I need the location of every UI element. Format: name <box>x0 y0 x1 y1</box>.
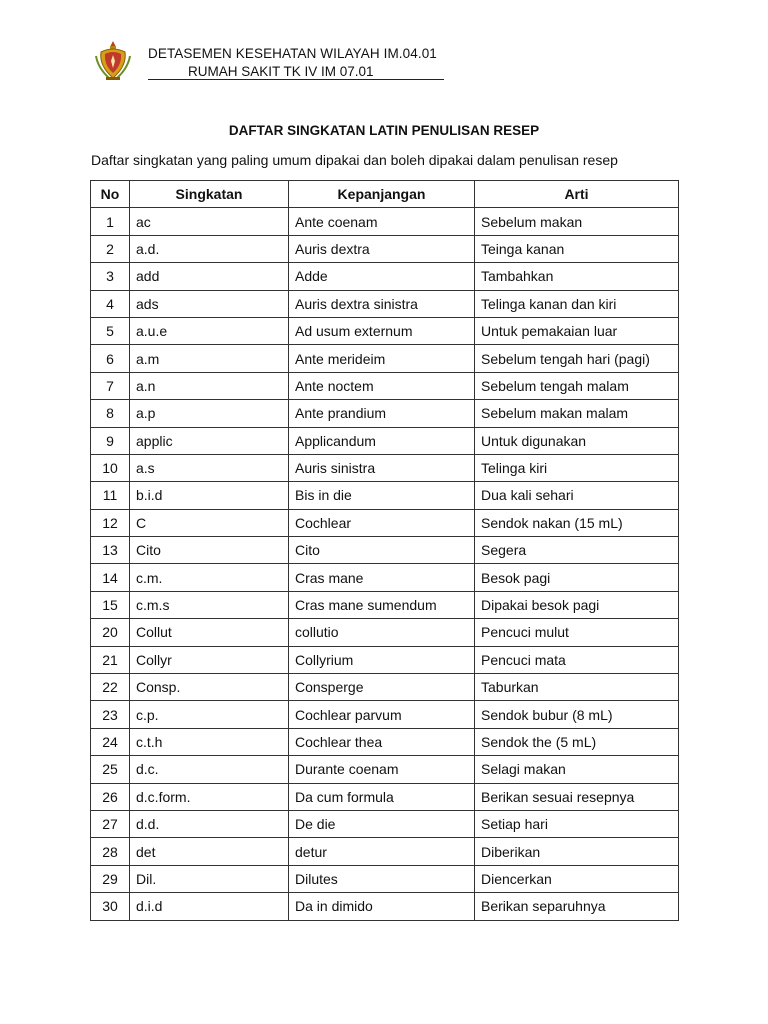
cell-arti: Taburkan <box>475 674 679 701</box>
cell-no: 26 <box>91 783 130 810</box>
table-row <box>91 674 679 701</box>
cell-singkatan: ac <box>130 208 289 235</box>
table-row <box>91 646 679 673</box>
table-row <box>91 263 679 290</box>
cell-kepanjangan: De die <box>289 810 475 837</box>
table-row <box>91 838 679 865</box>
table-row <box>91 290 679 317</box>
cell-no: 10 <box>91 454 130 481</box>
cell-singkatan: b.i.d <box>130 482 289 509</box>
table-row <box>91 235 679 262</box>
cell-arti: Sendok bubur (8 mL) <box>475 701 679 728</box>
cell-no: 12 <box>91 509 130 536</box>
table-row <box>91 317 679 344</box>
table-row <box>91 893 679 920</box>
cell-kepanjangan: Cras mane <box>289 564 475 591</box>
table-header-row <box>91 181 679 208</box>
cell-singkatan: a.n <box>130 372 289 399</box>
cell-arti: Sebelum tengah hari (pagi) <box>475 345 679 372</box>
table-row <box>91 427 679 454</box>
cell-arti: Diberikan <box>475 838 679 865</box>
cell-no: 29 <box>91 865 130 892</box>
cell-kepanjangan: Ante coenam <box>289 208 475 235</box>
cell-no: 1 <box>91 208 130 235</box>
cell-singkatan: c.m.s <box>130 591 289 618</box>
cell-kepanjangan: Cochlear thea <box>289 728 475 755</box>
table-row <box>91 345 679 372</box>
cell-arti: Sebelum tengah malam <box>475 372 679 399</box>
cell-arti: Sebelum makan <box>475 208 679 235</box>
cell-arti: Sendok the (5 mL) <box>475 728 679 755</box>
cell-arti: Sebelum makan malam <box>475 400 679 427</box>
cell-no: 13 <box>91 537 130 564</box>
cell-kepanjangan: Da in dimido <box>289 893 475 920</box>
table-row <box>91 208 679 235</box>
table-row <box>91 619 679 646</box>
table-row <box>91 537 679 564</box>
cell-singkatan: Dil. <box>130 865 289 892</box>
cell-no: 7 <box>91 372 130 399</box>
cell-singkatan: Cito <box>130 537 289 564</box>
table-row <box>91 728 679 755</box>
cell-kepanjangan: Ante noctem <box>289 372 475 399</box>
table-row <box>91 701 679 728</box>
cell-no: 5 <box>91 317 130 344</box>
abbreviation-table <box>90 180 679 921</box>
cell-no: 22 <box>91 674 130 701</box>
cell-no: 14 <box>91 564 130 591</box>
cell-no: 9 <box>91 427 130 454</box>
cell-arti: Setiap hari <box>475 810 679 837</box>
cell-kepanjangan: Dilutes <box>289 865 475 892</box>
cell-arti: Sendok nakan (15 mL) <box>475 509 679 536</box>
table-row <box>91 756 679 783</box>
cell-kepanjangan: Consperge <box>289 674 475 701</box>
cell-arti: Tambahkan <box>475 263 679 290</box>
cell-singkatan: a.u.e <box>130 317 289 344</box>
cell-no: 25 <box>91 756 130 783</box>
cell-singkatan: det <box>130 838 289 865</box>
cell-kepanjangan: Cras mane sumendum <box>289 591 475 618</box>
cell-kepanjangan: Durante coenam <box>289 756 475 783</box>
header-hospital-name: RUMAH SAKIT TK IV IM 07.01 <box>188 64 374 79</box>
cell-arti: Untuk digunakan <box>475 427 679 454</box>
cell-kepanjangan: Bis in die <box>289 482 475 509</box>
cell-singkatan: applic <box>130 427 289 454</box>
cell-no: 20 <box>91 619 130 646</box>
cell-singkatan: c.t.h <box>130 728 289 755</box>
cell-arti: Pencuci mata <box>475 646 679 673</box>
cell-kepanjangan: Auris dextra <box>289 235 475 262</box>
cell-singkatan: Collut <box>130 619 289 646</box>
table-row <box>91 564 679 591</box>
cell-kepanjangan: Ante prandium <box>289 400 475 427</box>
cell-kepanjangan: Auris sinistra <box>289 454 475 481</box>
column-header-arti: Arti <box>475 181 679 208</box>
cell-arti: Selagi makan <box>475 756 679 783</box>
cell-singkatan: add <box>130 263 289 290</box>
cell-arti: Berikan sesuai resepnya <box>475 783 679 810</box>
table-row <box>91 783 679 810</box>
cell-no: 30 <box>91 893 130 920</box>
cell-singkatan: a.s <box>130 454 289 481</box>
cell-singkatan: d.d. <box>130 810 289 837</box>
cell-singkatan: Collyr <box>130 646 289 673</box>
table-row <box>91 865 679 892</box>
cell-kepanjangan: Adde <box>289 263 475 290</box>
cell-no: 8 <box>91 400 130 427</box>
cell-kepanjangan: Cochlear <box>289 509 475 536</box>
table-row <box>91 372 679 399</box>
institution-emblem <box>93 38 133 82</box>
cell-no: 6 <box>91 345 130 372</box>
cell-singkatan: d.c.form. <box>130 783 289 810</box>
cell-no: 28 <box>91 838 130 865</box>
column-header-kepanjangan: Kepanjangan <box>289 181 475 208</box>
cell-arti: Dua kali sehari <box>475 482 679 509</box>
page-title: DAFTAR SINGKATAN LATIN PENULISAN RESEP <box>228 123 540 138</box>
cell-kepanjangan: Ad usum externum <box>289 317 475 344</box>
cell-no: 3 <box>91 263 130 290</box>
cell-singkatan: C <box>130 509 289 536</box>
cell-arti: Segera <box>475 537 679 564</box>
cell-arti: Diencerkan <box>475 865 679 892</box>
cell-singkatan: d.c. <box>130 756 289 783</box>
table-row <box>91 454 679 481</box>
header-unit-name: DETASEMEN KESEHATAN WILAYAH IM.04.01 <box>148 46 437 61</box>
intro-text: Daftar singkatan yang paling umum dipakai dan boleh dipakai dalam penulisan resep <box>91 152 618 168</box>
cell-no: 4 <box>91 290 130 317</box>
table-row <box>91 509 679 536</box>
cell-no: 11 <box>91 482 130 509</box>
cell-singkatan: c.m. <box>130 564 289 591</box>
cell-singkatan: Consp. <box>130 674 289 701</box>
cell-singkatan: a.p <box>130 400 289 427</box>
cell-kepanjangan: Applicandum <box>289 427 475 454</box>
cell-no: 24 <box>91 728 130 755</box>
table-row <box>91 400 679 427</box>
table-row <box>91 482 679 509</box>
table-row <box>91 591 679 618</box>
cell-arti: Telinga kanan dan kiri <box>475 290 679 317</box>
cell-arti: Besok pagi <box>475 564 679 591</box>
table-row <box>91 810 679 837</box>
cell-arti: Telinga kiri <box>475 454 679 481</box>
cell-no: 23 <box>91 701 130 728</box>
cell-singkatan: ads <box>130 290 289 317</box>
cell-no: 15 <box>91 591 130 618</box>
cell-kepanjangan: Cochlear parvum <box>289 701 475 728</box>
cell-arti: Pencuci mulut <box>475 619 679 646</box>
cell-no: 2 <box>91 235 130 262</box>
cell-arti: Berikan separuhnya <box>475 893 679 920</box>
header-hospital-line <box>148 64 444 80</box>
cell-singkatan: c.p. <box>130 701 289 728</box>
cell-kepanjangan: collutio <box>289 619 475 646</box>
cell-kepanjangan: Auris dextra sinistra <box>289 290 475 317</box>
column-header-singkatan: Singkatan <box>130 181 289 208</box>
cell-kepanjangan: Cito <box>289 537 475 564</box>
cell-singkatan: d.i.d <box>130 893 289 920</box>
cell-no: 27 <box>91 810 130 837</box>
cell-kepanjangan: Da cum formula <box>289 783 475 810</box>
cell-singkatan: a.d. <box>130 235 289 262</box>
cell-arti: Untuk pemakaian luar <box>475 317 679 344</box>
cell-no: 21 <box>91 646 130 673</box>
column-header-no: No <box>91 181 130 208</box>
cell-kepanjangan: Collyrium <box>289 646 475 673</box>
cell-kepanjangan: Ante merideim <box>289 345 475 372</box>
cell-singkatan: a.m <box>130 345 289 372</box>
cell-kepanjangan: detur <box>289 838 475 865</box>
cell-arti: Teinga kanan <box>475 235 679 262</box>
cell-arti: Dipakai besok pagi <box>475 591 679 618</box>
